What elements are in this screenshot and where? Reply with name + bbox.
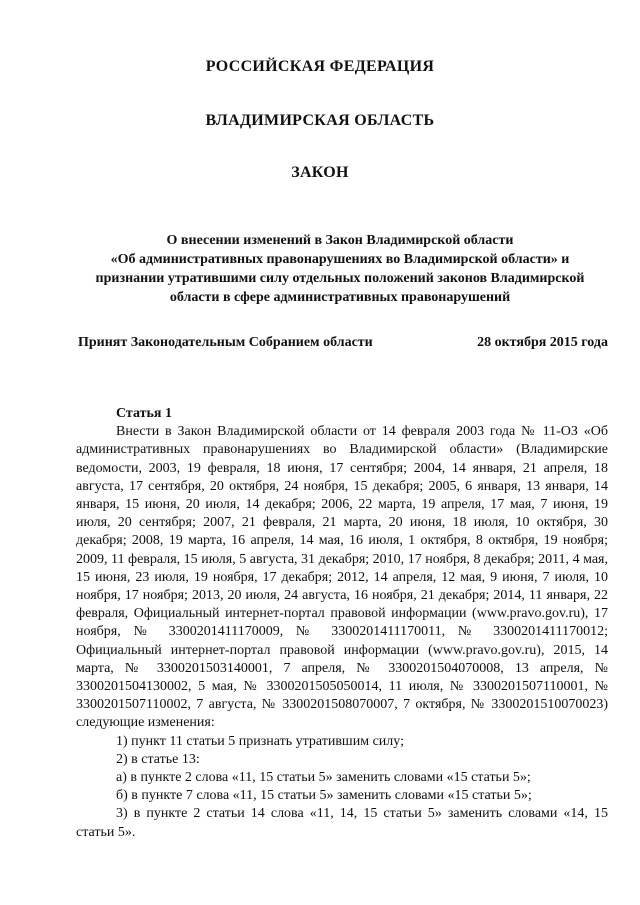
header-country: РОССИЙСКАЯ ФЕДЕРАЦИЯ: [205, 58, 435, 75]
subject-line: «Об административных правонарушениях во Владимирской области» и: [110, 252, 570, 267]
adopted-by: Принят Законодательным Собранием области: [78, 335, 373, 350]
article-item: б) в пункте 7 слова «11, 15 статьи 5» заменить словами «15 статьи 5»;: [116, 788, 532, 804]
header-doc-type: ЗАКОН: [291, 164, 349, 181]
header-region: ВЛАДИМИРСКАЯ ОБЛАСТЬ: [205, 112, 435, 129]
subject-line: О внесении изменений в Закон Владимирской области: [166, 233, 514, 248]
article-title: Статья 1: [116, 406, 172, 421]
adoption-info: [78, 335, 608, 355]
article-intro: Внести в Закон Владимирской области от 14 февраля 2003 года № 11-ОЗ «Об административных правонарушениях во Владимирской области» (Владимирские ведомости, 2003, 19 февраля, 18 июня, 17 сентября; 2004, 14 января, 21 апреля, 18 августа, 17 сентября, 20 октября, 24 ноября, 15 декабря; 2005, 6 января, 13 января, 14 января, 15 июня, 20 июля, 14 декабря; 2006, 22 марта, 19 апреля, 17 мая, 7 июня, 19 июля, 20 сентября; 2007, 21 февраля, 21 марта, 20 июня, 18 июля, 10 октября, 30 декабря; 2008, 19 марта, 16 апреля, 14 мая, 16 июля, 1 октября, 8 октября, 19 ноября; 2009, 11 февраля, 15 июля, 5 августа, 31 декабря; 2010, 17 ноября, 8 декабря; 2011, 4 мая, 15 июня, 23 июля, 19 ноября, 17 декабря; 2012, 14 апреля, 12 мая, 9 июня, 7 июля, 10 ноября, 17 ноября; 2013, 20 июля, 24 августа, 16 ноября, 21 декабря; 2014, 11 января, 22 февраля, Официальный интернет-портал правовой информации (www.pravo.gov.ru), 17 ноября, № 3300201411170009, № 3300201411170011, № 3300201411170012; Официальный интернет-портал правовой информации (www.pravo.gov.ru), 2015, 14 марта, № 3300201503140001, 7 апреля, № 3300201504070008, 13 апреля, № 3300201504130002, 5 мая, № 3300201505050014, 11 июля, № 3300201507110001, № 3300201507110002, 7 августа, № 3300201508070007, 7 октября, № 3300201510070023) следующие изменения:: [76, 424, 608, 731]
article-item: 3) в пункте 2 статьи 14 слова «11, 14, 15 статьи 5» заменить словами «14, 15 статьи 5».: [76, 806, 608, 840]
article-item: а) в пункте 2 слова «11, 15 статьи 5» заменить словами «15 статьи 5»;: [116, 770, 531, 786]
adopted-date: 28 октября 2015 года: [477, 335, 608, 350]
subject-line: области в сфере административных правонарушений: [169, 290, 511, 305]
article-item: 1) пункт 11 статьи 5 признать утратившим силу;: [116, 733, 404, 749]
law-subject: [70, 231, 610, 307]
subject-line: признании утратившими силу отдельных положений законов Владимирской: [95, 271, 585, 286]
article-item: 2) в статье 13:: [116, 751, 200, 767]
article-1: [76, 405, 608, 842]
